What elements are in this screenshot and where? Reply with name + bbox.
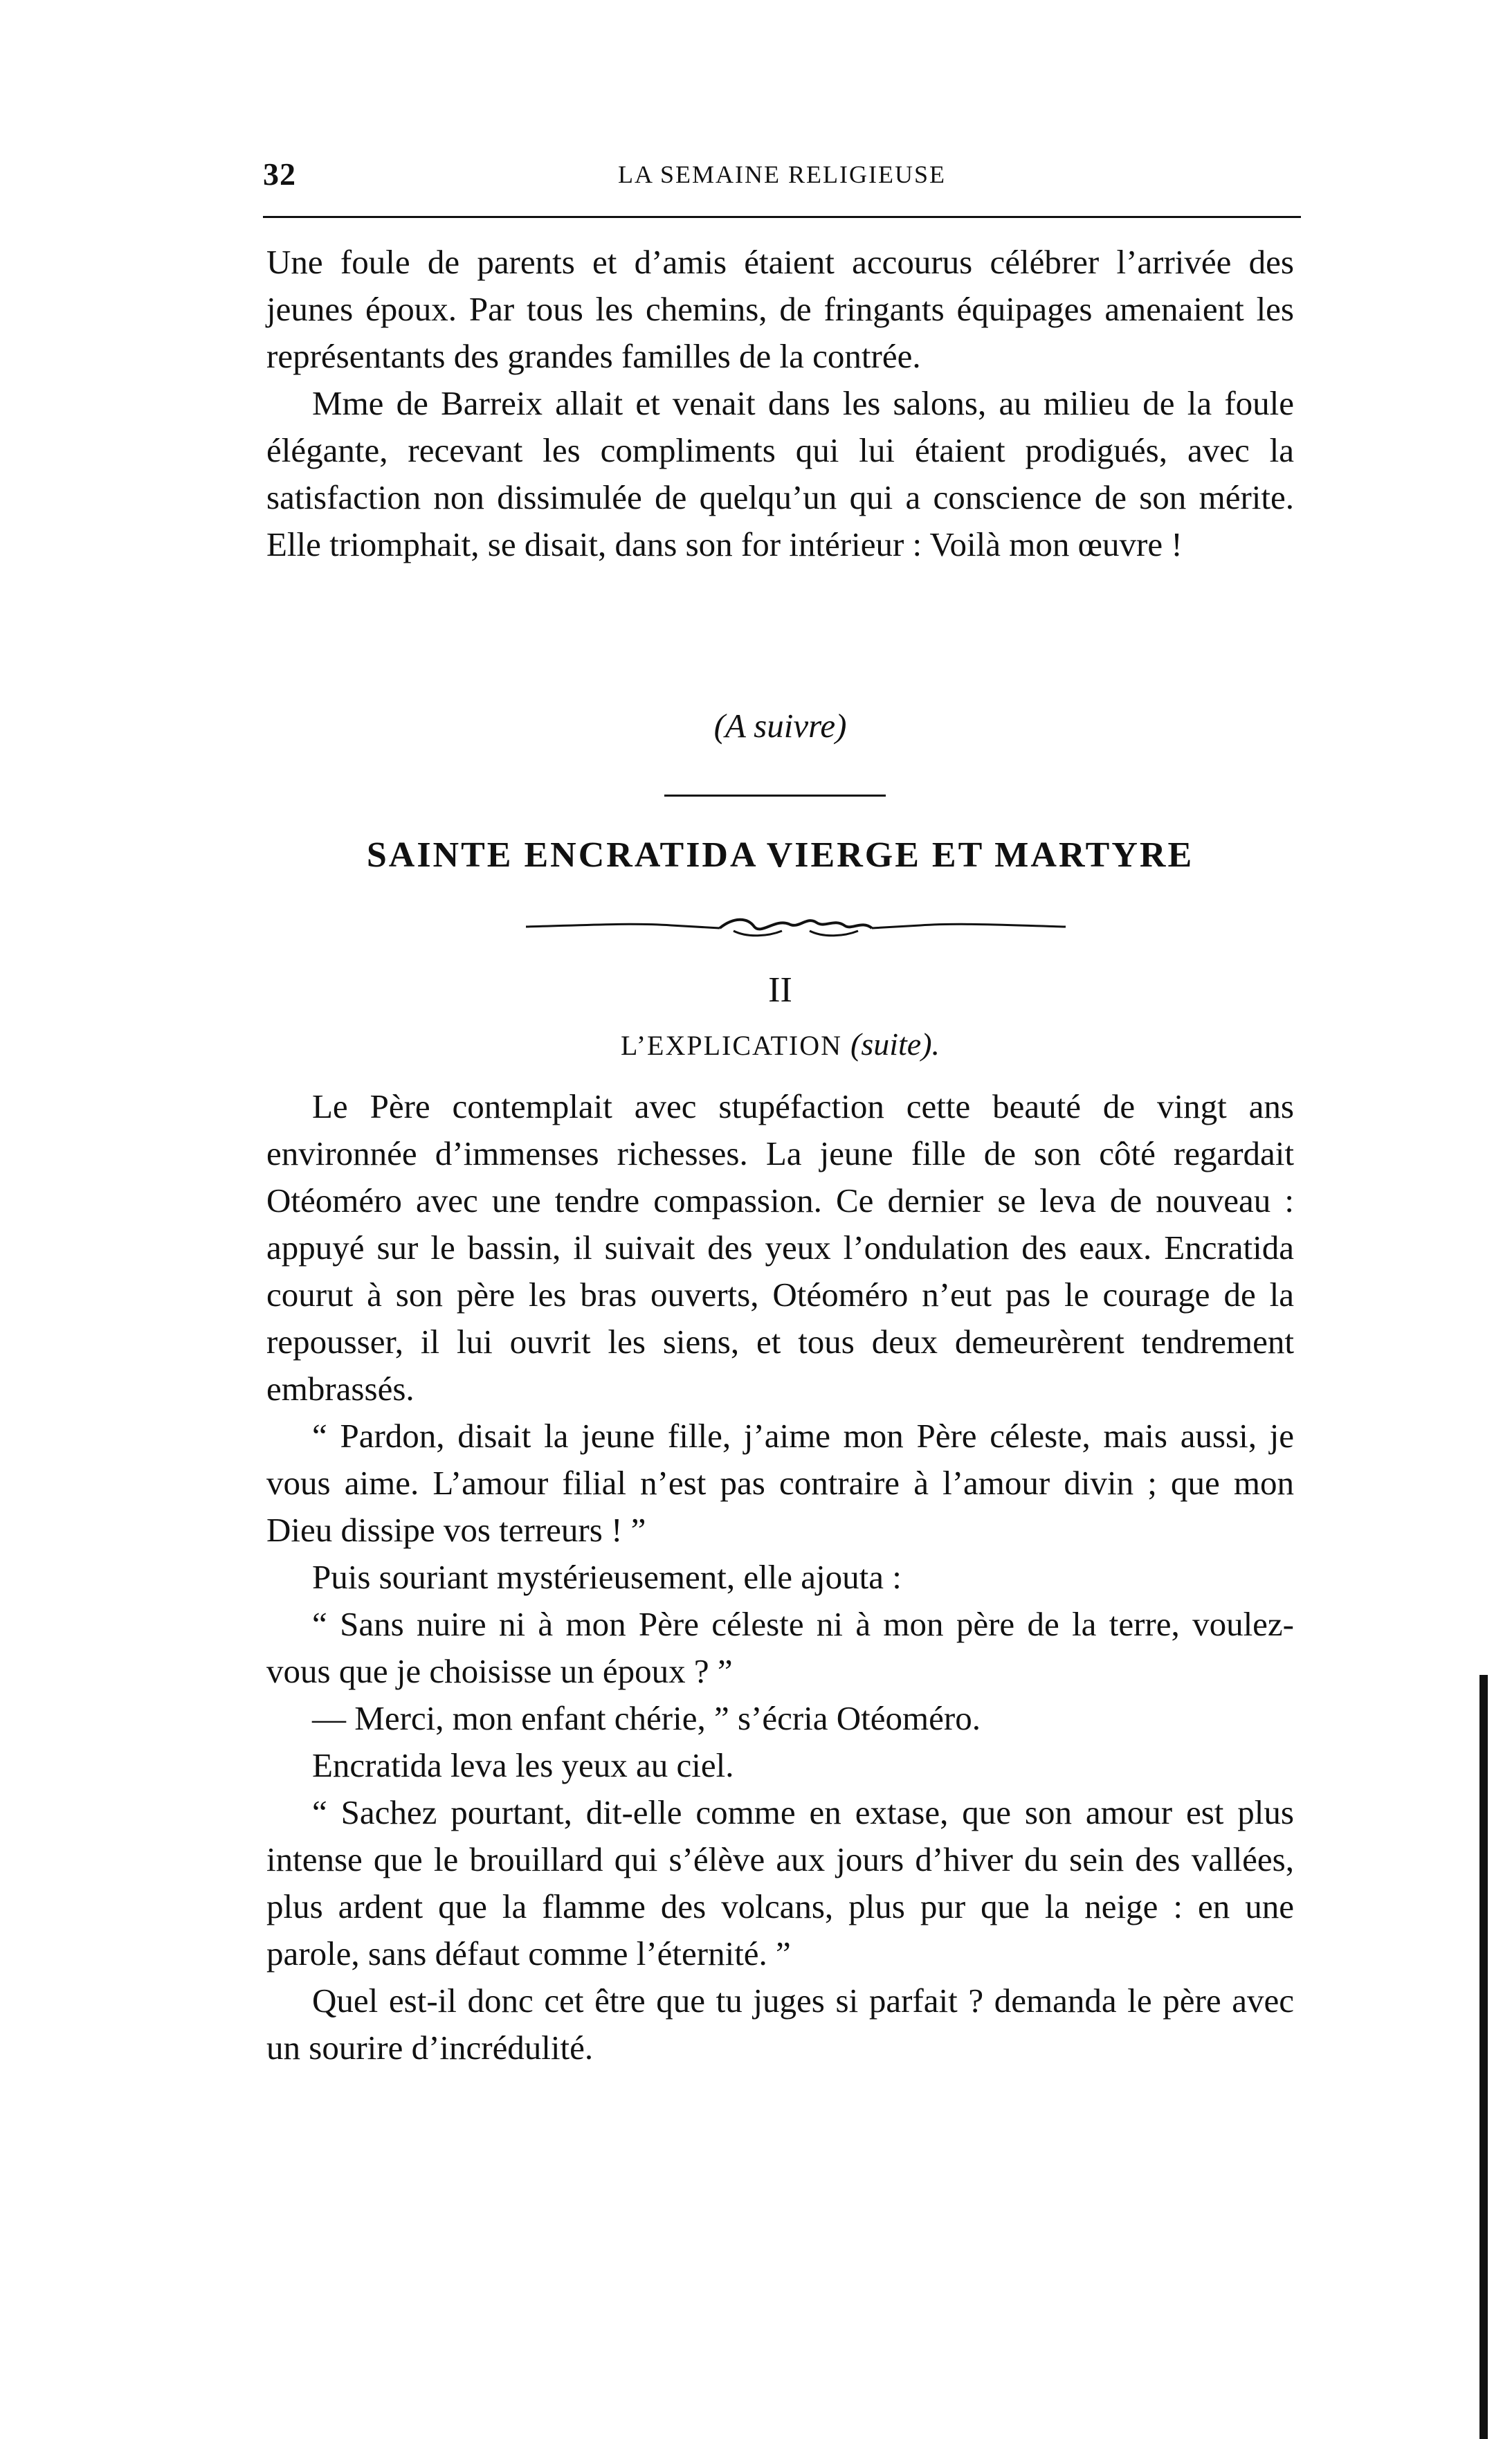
continued-text <box>266 239 1294 568</box>
paragraph: “ Sans nuire ni à mon Père céleste ni à mon père de la terre, voulez-vous que je choisisse un époux ? ” <box>266 1605 1294 1690</box>
paragraph: Puis souriant mystérieusement, elle ajouta : <box>312 1558 902 1596</box>
running-head <box>263 156 1301 197</box>
chapter-title-suffix: (suite). <box>850 1026 940 1062</box>
page-number: 32 <box>263 156 296 192</box>
paragraph: Mme de Barreix allait et venait dans les salons, au milieu de la foule élégante, recevant les compliments qui lui étaient prodigués, avec la satisfaction non dissimulée de quelqu’un qui a conscience de son mérite. Elle triomphait, se disait, dans son for intérieur : Voilà mon œuvre ! <box>266 384 1294 563</box>
article-title: SAINTE ENCRATIDA VIERGE ET MARTYRE <box>366 835 1194 875</box>
header-rule <box>263 216 1301 218</box>
paragraph: Quel est-il donc cet être que tu juges si parfait ? demanda le père avec un sourire d’incrédulité. <box>266 1982 1294 2067</box>
paragraph: Le Père contemplait avec stupéfaction cette beauté de vingt ans environnée d’immenses richesses. La jeune fille de son côté regardait Otéoméro avec une tendre compassion. Ce dernier se leva de nouveau : appuyé sur le bassin, il suivait des yeux l’ondulation des eaux. Encratida courut à son père les bras ouverts, Otéoméro n’eut pas le courage de la repousser, il lui ouvrit les siens, et tous deux demeurèrent tendrement embrassés. <box>266 1087 1294 1408</box>
paragraph: Une foule de parents et d’amis étaient accourus célébrer l’arrivée des jeunes époux. Par tous les chemins, de fringants équipages amenaient les représentants des grandes familles de la contrée. <box>266 243 1294 375</box>
ornament-scroll <box>720 920 872 930</box>
chapter-title-text: L’EXPLICATION <box>620 1030 843 1061</box>
a-suivre-note: (A suivre) <box>713 707 847 745</box>
ornament-line <box>526 924 720 928</box>
section-rule <box>664 795 886 797</box>
ornament-scroll <box>734 931 858 936</box>
paragraph: “ Sachez pourtant, dit-elle comme en extase, que son amour est plus intense que le brouillard qui s’élève aux jours d’hiver du sein des vallées, plus ardent que la flamme des volcans, plus pur que la neige : en une parole, sans défaut comme l’éternité. ” <box>266 1793 1294 1973</box>
article-text <box>266 1083 1294 2071</box>
paragraph: “ Pardon, disait la jeune fille, j’aime mon Père céleste, mais aussi, je vous aime. L’amour filial n’est pas contraire à l’amour divin ; que mon Dieu dissipe vos terreurs ! ” <box>266 1417 1294 1549</box>
scan-edge-bar <box>1479 1675 1488 2439</box>
ornament-divider <box>526 910 1066 941</box>
paragraph: — Merci, mon enfant chérie, ” s’écria Otéoméro. <box>312 1699 981 1737</box>
running-title: LA SEMAINE RELIGIEUSE <box>618 161 946 188</box>
chapter-number: II <box>768 970 792 1010</box>
paragraph: Encratida leva les yeux au ciel. <box>312 1746 734 1784</box>
chapter-title <box>266 1021 1294 1069</box>
ornament-line <box>872 924 1066 928</box>
